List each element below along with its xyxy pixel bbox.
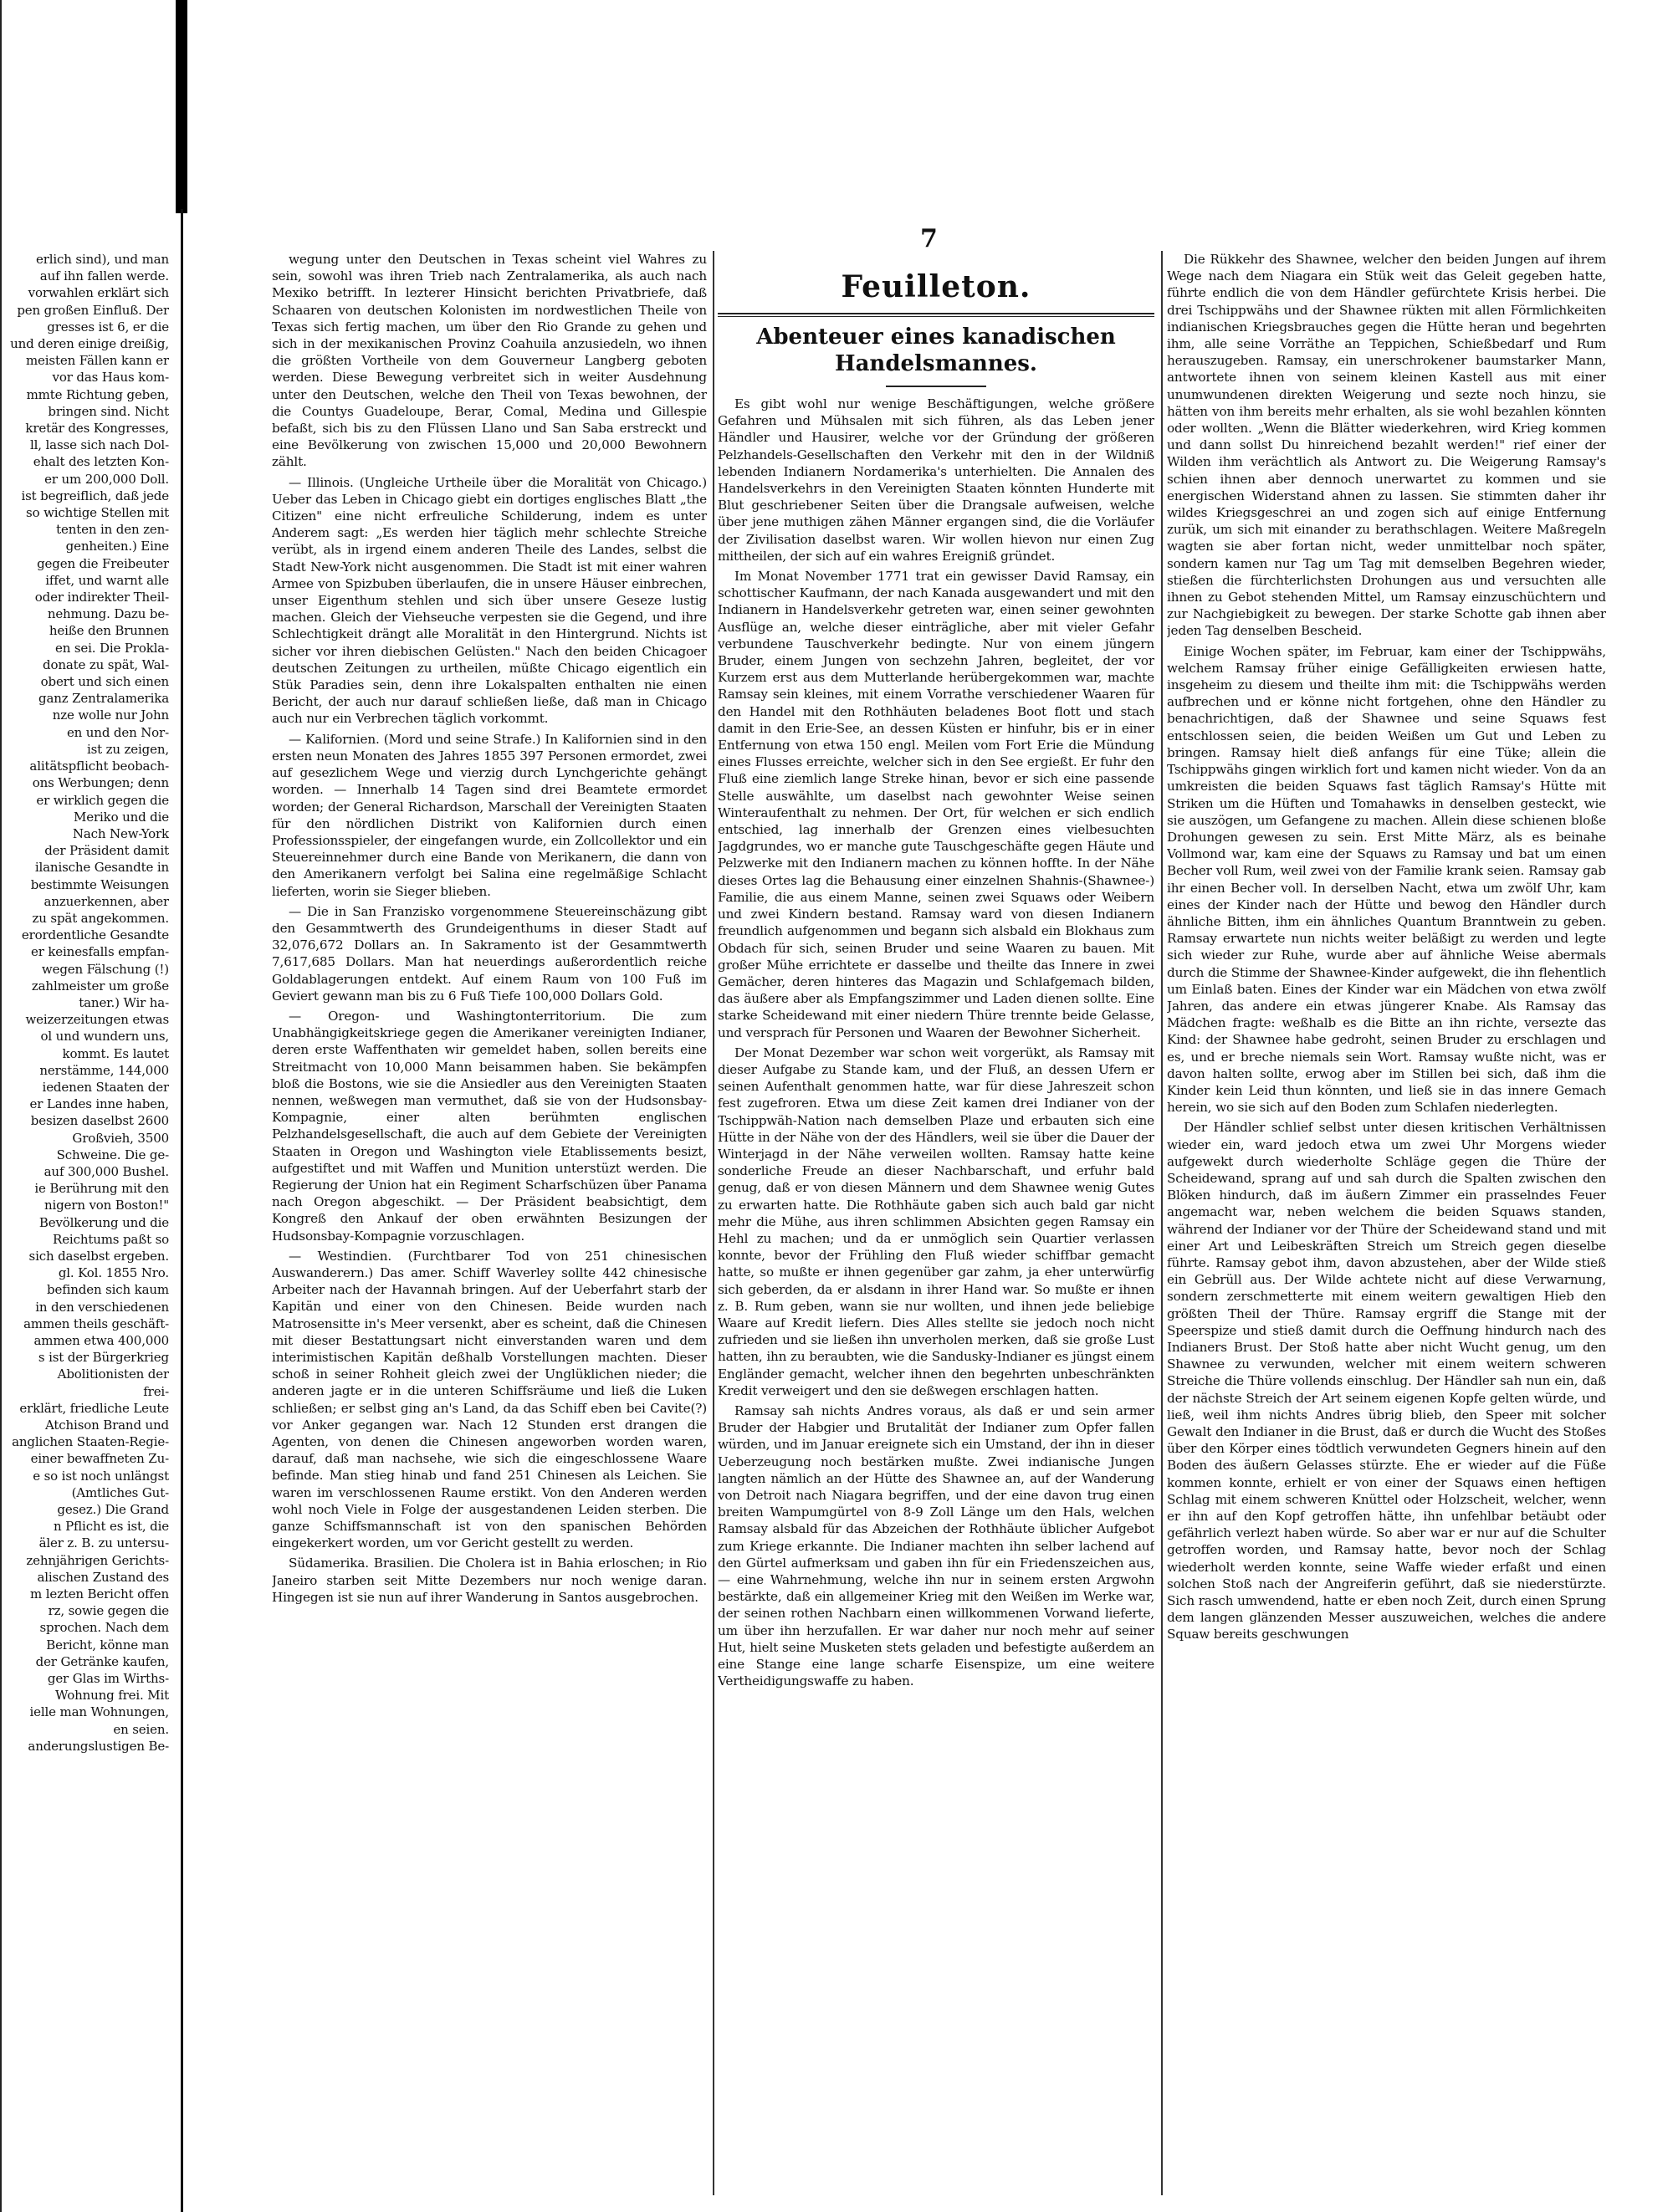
news-paragraph: Südamerika. Brasilien. Die Cholera ist in Bahia erloschen; in Rio Janeiro starben seit Mitte Dezembers nur noch wenige daran. Hingegen ist sie nun auf ihrer Wanderung in Santos ausgebrochen. [272, 1556, 707, 1605]
fragment-line: alitätspflicht beobach- [29, 759, 169, 774]
article-paragraph: Im Monat November 1771 trat ein gewisser David Ramsay, ein schottischer Kaufmann, der nach Kanada ausgewandert und mit den Indianern in Handelsverkehr getreten war, einen seiner gewohnten Ausflüge an, welche dieser einträgliche, aber mit vieler Gefahr verbundene Tauschverkehr bedingte. Nur von einem jüngern Bruder, einem Jungen von sechzehn Jahren, begleitet, der vor Kurzem erst aus dem Mutterlande herübergekommen war, machte Ramsay sein kleines, mit einem Vorrathe verschiedener Waaren für den Handel mit den Rothhäuten beladenes Boot flott und stach damit in den Erie-See, an dessen Küsten er hinfuhr, bis er in einer Entfernung von etwa 150 engl. Meilen vom Fort Erie die Mündung eines Flusses erreichte, welcher sich in den See ergießt. Er fuhr den Fluß eine ziemlich lange Streke hinan, bevor er sich eine passende Stelle auswählte, um daselbst nach gewohnter Weise seinen Winteraufenthalt zu nehmen. Der Ort, für welchen er sich endlich entschied, lag innerhalb der Grenzen eines vielbesuchten Jagdgrundes, wo er manche gute Tauschgeschäfte gegen Häute und Pelzwerke mit den Indianern machen zu können hoffte. In der Nähe dieses Ortes lag die Behausung einer einzelnen Shahnis-(Shawnee-) Familie, die aus einem Manne, seinen zwei Squaws oder Weibern und zwei Kindern bestand. Ramsay ward von diesen Indianern freundlich aufgenommen und begann sich alsbald ein Blokhaus zum Obdach für sich, seinen Bruder und seine Waaren zu bauen. Mit großer Mühe errichtete er dasselbe und theilte das Innere in zwei Gemächer, deren hinteres das Magazin und Schlafgemach bilden, das äußere aber als Empfangszimmer und Laden dienen sollte. Eine starke Scheidewand mit einer niedern Thüre trennte beide Gelasse, und versprach für Personen und Waaren der Bewohner Sicherheit. [718, 569, 1154, 1040]
fragment-line: Abolitionisten der [57, 1367, 169, 1382]
fragment-line: ist zu zeigen, [86, 741, 169, 757]
fragment-line: taner.) Wir ha- [79, 994, 169, 1010]
fragment-line: der Präsident damit [44, 843, 169, 859]
fragment-line: (Amtliches Gut- [71, 1484, 169, 1500]
fragment-line: iedenen Staaten der [42, 1079, 169, 1095]
fragment-line: nerstämme, 144,000 [39, 1062, 169, 1078]
news-paragraph: wegung unter den Deutschen in Texas scheint viel Wahres zu sein, sowohl was ihren Trieb nach Zentralamerika, als auch nach Mexiko betrifft. In lezterer Hinsicht berichten Privatbriefe, daß Schaaren von deutschen Kolonisten im nordwestlichen Theile von Texas sich fertig machen, um über den Rio Grande zu gehen und sich in der mexikanischen Provinz Coahuila anzusiedeln, wo ihnen die größten Vortheile von dem Gouverneur Langberg geboten werden. Diese Bewegung verbreitet sich in weiter Ausdehnung unter den Deutschen, welche den Theil von Texas bewohnen, der die Countys Guadeloupe, Berar, Comal, Medina und Gillespie befaßt, sich bis zu den Flüssen Llano und San Saba erstreckt und eine Bevölkerung von zwischen 15,000 und 20,000 Bewohnern zählt. [272, 252, 707, 470]
fragment-line: weizerzeitungen etwas [25, 1012, 169, 1028]
news-paragraph: — Oregon- und Washingtonterritorium. Die zum Unabhängigkeitskriege gegen die Amerikaner vereinigten Indianer, deren erste Waffenthaten wir gemeldet haben, sollen bereits eine Streitmacht von 10,000 Mann beisammen haben. Sie bekämpfen bloß die Bostons, wie sie die Ansiedler aus den Vereinigten Staaten nennen, weßwegen man vermuthet, daß sie von der Hudsonsbay-Kompagnie, einer alten berühmten englischen Pelzhandelsgesellschaft, die auch auf dem Gebiete der Vereinigten Staaten in Oregon und Washington viele Etablissements besizt, aufgestiftet und mit Waffen und Munition unterstüzt werden. Die Regierung der Union hat ein Regiment Scharfschüzen über Panama nach Oregon abgeschikt. — Der Präsident beabsichtigt, dem Kongreß den Ankauf der oben erwähnten Besizungen der Hudsonsbay-Kompagnie vorzuschlagen. [272, 1008, 707, 1244]
fragment-line: erklärt, friedliche Leute [19, 1400, 169, 1416]
fragment-line: ammen etwa 400,000 [33, 1333, 169, 1348]
fragment-line: vorwahlen erklärt sich [28, 285, 169, 301]
article-paragraph: Die Rükkehr des Shawnee, welcher den beiden Jungen auf ihrem Wege nach dem Niagara ein Stük weit das Geleit gegeben hatte, führte endlich die von dem Händler gefürchtete Krisis herbei. Die drei Tschippwähs und der Shawnee rükten mit allen Förmlichkeiten indianischen Kriegsbrauches gegen die Hütte heran und begehrten ihm, alle seine Vorräthe an Teppichen, Schießbedarf und Rum herauszugeben. Ramsay, ein unerschrokener baumstarker Mann, antwortete ihnen von seinem kleinen Kastell aus mit einer unumwundenen direkten Weigerung und sezte noch hinzu, sie hätten von ihm bereits mehr erhalten, als sie wohl bezahlen könnten oder wollten. „Wenn die Blätter wiederkehren, wird Krieg kommen und dann sollst Du hinreichend bezahlt werden!" rief einer der Wilden ihm verächtlich als Antwort zu. Die Weigerung Ramsay's schien ihnen aber dennoch unerwartet zu kommen und sie energischen Widerstand ahnen zu lassen. Sie stimmten daher ihr wildes Kriegsgeschrei an und zogen sich auf einige Entfernung zurük, um sich mit einander zu berathschlagen. Weitere Maßregeln wagten sie aber fortan nicht, weder unmittelbar noch später, sondern kamen nur Tag um Tag mit demselben Begehren wieder, stießen die fürchterlichsten Drohungen aus und versuchten alle ihnen zu Gebot stehenden Mittel, um Ramsay einzuschüchtern und zur Nachgiebigkeit zu bewegen. Der starke Schotte gab ihnen aber jeden Tag denselben Bescheid. [1167, 252, 1606, 639]
article-paragraph: Es gibt wohl nur wenige Beschäftigungen, welche größere Gefahren und Mühsalen mit sich führen, als das Leben jener Händler und Hausirer, welche vor der Gründung der größeren Pelzhandels-Gesellschaften den Verkehr mit den in der Wildniß lebenden Indianern Nordamerika's unterhielten. Die Annalen des Handelsverkehrs in den Vereinigten Staaten könnten Hunderte mit Blut geschriebener Seiten über die Drangsale aufweisen, welche über jene muthigen zähen Männer ergangen sind, die die Vorläufer der Zivilisation daselbst waren. Wir wollen hievon nur einen Zug mittheilen, der sich auf ein wahres Ereigniß gründet. [718, 396, 1154, 564]
news-paragraph: — Illinois. (Ungleiche Urtheile über die Moralität von Chicago.) Ueber das Leben in Chicago giebt ein dortiges englisches Blatt „the Citizen" eine nicht erfreuliche Schilderung, indem es unter Anderem sagt: „Es werden hier täglich mehr schlechte Streiche verübt, als in irgend einem anderen Theile des Landes, selbst die Stadt New-York nicht ausgenommen. Die Stadt ist mit einer wahren Armee von Spizbuben überlaufen, die in unsere Häuser einbrechen, unser Eigenthum stehlen und sich über unsere Geseze lustig machen. Gleich der Viehseuche verpesten sie die Gegend, und ihre Schlechtigkeit drängt alle Moralität in den Hintergrund. Nichts ist sicher vor ihren diebischen Gelüsten." Nach den beiden Chicagoer deutschen Zeitungen zu urtheilen, müßte Chicago eigentlich ein Stük Paradies sein, denn ihre Lokalspalten enthalten nie einen Bericht, der auch nur darauf schließen ließe, daß man in Chicago auch nur ein Verbrechen täglich vorkommt. [272, 474, 707, 727]
feuilleton-column [718, 251, 1154, 1693]
fragment-line: vor das Haus kom- [52, 370, 169, 386]
fragment-line: en sei. Die Prokla- [54, 640, 169, 656]
fragment-line: en und den Nor- [66, 724, 169, 740]
fragment-line: zehnjährigen Gerichts- [26, 1552, 169, 1568]
news-paragraph: — Kalifornien. (Mord und seine Strafe.) In Kalifornien sind in den ersten neun Monaten des Jahres 1855 397 Personen ermordet, zwei auf gesezlichem Wege und vierzig durch Lynchgerichte gehängt worden. — Innerhalb 14 Tagen sind drei Beamtete ermordet worden; der General Richardson, Marschall der Vereinigten Staaten für den nördlichen Distrikt von Kalifornien durch einen Professionsspieler, der eingefangen wurde, ein Zollcollektor und ein Steuereinnehmer durch eine Bande von Merikanern, die dann von den Amerikanern verfolgt bei Salina eine regelmäßige Schlacht lieferten, worin sie Sieger blieben. [272, 731, 707, 899]
fragment-line: anderungslustigen Be- [28, 1738, 169, 1754]
article-paragraph: Der Händler schlief selbst unter diesen kritischen Verhältnissen wieder ein, ward jedoch etwa um zwei Uhr Morgens wieder aufgewekt durch wiederholte Schläge gegen die Thüre der Scheidewand, sprang auf und sah durch die Spalten zwischen den Blöken hindurch, daß im äußern Zimmer ein prasselndes Feuer angemacht war, neben welchem die beiden Squaws standen, während der Indianer vor der Thüre der Scheidewand stand und mit einer Art und Leibeskräften Streich um Streich gegen dieselbe führte. Ramsay gebot ihm, davon abzustehen, aber der Wilde stieß ein Gebrüll aus. Der Wilde achtete nicht auf diese Verwarnung, sondern zerschmetterte mit einem weitern gewaltigen Hieb den größten Theil der Thüre. Ramsay ergriff die Stange mit der Speerspize und stieß damit durch die Oeffnung hindurch nach des Indianers Brust. Der Stoß hatte aber nicht Wucht genug, um den Shawnee zu verwunden, welcher mit einem weitern schweren Streiche die Thüre vollends einschlug. Der Händler sah nun ein, daß der nächste Streich der Art seinem eigenen Kopfe gelten würde, und ließ, weil ihm nichts Andres übrig blieb, den Speer mit solcher Gewalt den Indianer in die Brust, daß er durch die Wucht des Stoßes über den Körper eines tödtlich verwundeten Gegners hinein auf den Boden des äußern Gelasses stürzte. Ehe er wieder auf die Füße kommen konnte, erhielt er von einer der Squaws einen heftigen Schlag mit einem schweren Knüttel oder Holzscheit, welcher, wenn er ihn auf den Kopf getroffen hätte, ihn unfehlbar betäubt oder gefährlich verlezt haben würde. So aber war er nur auf die Schulter getroffen worden, und Ramsay hatte, bevor noch der Schlag wiederholt werden konnte, seine Waffe wieder erfaßt und einen solchen Stoß nach der Angreiferin geführt, daß sie niederstürzte. Sich rasch umwendend, hatte er eben noch Zeit, durch einen Sprung dem langen glänzenden Messer auszuweichen, welches die andere Squaw bereits geschwungen [1167, 1120, 1606, 1642]
continuation-column [1167, 251, 1606, 1647]
fragment-line: sich daselbst ergeben. [28, 1248, 169, 1264]
fragment-line: frei- [143, 1383, 169, 1399]
fragment-line: oder indirekter Theil- [34, 590, 169, 605]
fragment-line: Atchison Brand und [44, 1418, 169, 1433]
fragment-line: zahlmeister um große [31, 978, 169, 994]
fragment-line: er keinesfalls empfan- [31, 944, 169, 960]
fragment-line: einer bewaffneten Zu- [30, 1451, 169, 1467]
fragment-line: genheiten.) Eine [65, 539, 169, 554]
fragment-line: m lezten Bericht offen [30, 1586, 169, 1602]
fragment-line: anglichen Staaten-Regie- [12, 1434, 169, 1450]
fragment-line: anzuerkennen, aber [43, 893, 169, 909]
news-column [272, 251, 707, 1609]
page-number: 7 [920, 224, 938, 253]
news-paragraph: — Die in San Franzisko vorgenommene Steuereinschäzung gibt den Gesammtwerth des Grundeigenthums in dieser Stadt auf 32,076,672 Dollars an. In Sakramento ist der Gesammtwerth 7,617,685 Dollars. Man hat neuerdings außerordentlich reiche Goldablagerungen entdekt. Auf einem Raum von 100 Fuß im Geviert gewann man bis zu 6 Fuß Tiefe 100,000 Dollars Gold. [272, 903, 707, 1004]
fragment-line: kretär des Kongresses, [25, 421, 169, 437]
fragment-line: pen großen Einfluß. Der [17, 302, 169, 318]
fragment-line: erlich sind), und man [36, 252, 169, 267]
news-paragraph: — Westindien. (Furchtbarer Tod von 251 chinesischen Auswanderern.) Das amer. Schiff Waverley sollte 442 chinesische Arbeiter nach der Havannah bringen. Auf der Ueberfahrt starb der Kapitän und einer von den Chinesen. Beide wurden nach Matrosensitte in's Meer versenkt, aber es scheint, daß die Chinesen mit dieser Bestattungsart nicht einverstanden waren und dem interimistischen Kapitän deßhalb Vorstellungen machten. Dieser schoß in seiner Rohheit gleich zwei der Unglüklichen nieder; die anderen jagte er in die unteren Schiffsräume und ließ die Luken schließen; er selbst ging an's Land, da das Schiff eben bei Cavite(?) vor Anker gegangen war. Nach 12 Stunden erst drangen die Agenten, von denen die Chinesen angeworben worden waren, darauf, daß man nachsehe, wie sich die eingeschlossene Waare befinde. Man stieg hinab und fand 251 Chinesen als Leichen. Sie waren im verschlossenen Raume erstikt. Von den Anderen werden wohl noch Viele in Folge der ausgestandenen Leiden sterben. Die ganze Schiffsmannschaft ist von den spanischen Behörden eingekerkert worden, um vor Gericht gestellt zu werden. [272, 1248, 707, 1551]
page-edge [0, 0, 2, 2212]
fragment-line: besizen daselbst 2600 [30, 1113, 169, 1129]
fragment-line: gl. Kol. 1855 Nro. [58, 1265, 169, 1281]
fragment-line: Großvieh, 3500 [72, 1130, 169, 1146]
fragment-line: nze wolle nur John [52, 708, 169, 723]
fragment-line: kommt. Es lautet [62, 1045, 169, 1061]
fragment-line: ger Glas im Wirths- [47, 1671, 169, 1687]
fragment-line: Schweine. Die ge- [56, 1147, 169, 1162]
fragment-line: äler z. B. zu untersu- [38, 1535, 169, 1551]
fragment-line: und deren einige dreißig, [10, 336, 169, 352]
fragment-line: so wichtige Stellen mit [26, 505, 169, 521]
fragment-line: bringen sind. Nicht [48, 403, 169, 419]
fragment-line: rz, sowie gegen die [48, 1603, 169, 1619]
fragment-line: befinden sich kaum [47, 1282, 169, 1298]
fragment-line: ilanische Gesandte in [34, 860, 169, 876]
fragment-line: sprochen. Nach dem [39, 1620, 169, 1636]
fragment-line: en seien. [113, 1721, 169, 1737]
fragment-line: er um 200,000 Doll. [44, 471, 169, 487]
fragment-line: er wirklich gegen die [36, 792, 169, 808]
fragment-line: donate zu spät, Wal- [43, 656, 169, 672]
fragment-line: er Landes inne haben, [29, 1096, 169, 1112]
fragment-line: auf 300,000 Bushel. [43, 1163, 169, 1179]
fragment-line: Bevölkerung und die [38, 1214, 169, 1230]
fragment-line: Reichtums paßt so [53, 1231, 169, 1247]
fragment-line: ielle man Wohnungen, [29, 1704, 169, 1720]
fragment-line: n Pflicht es ist, die [53, 1519, 169, 1535]
column-divider [181, 209, 183, 2212]
fragment-line: meisten Fällen kann er [25, 353, 169, 369]
fragment-line: ons Werbungen; denn [32, 775, 169, 791]
fragment-line: auf ihn fallen werde. [39, 268, 169, 284]
fragment-line: iffet, und warnt alle [45, 572, 169, 588]
article-title: Abenteuer eines kanadischen Handelsmannes. [756, 324, 1116, 376]
fragment-line: ist begreiflich, daß jede [21, 488, 169, 503]
fragment-line: gresses ist 6, er die [47, 319, 169, 335]
fragment-line: s ist der Bürgerkrieg [38, 1350, 169, 1366]
fragment-line: mmte Richtung geben, [26, 386, 169, 402]
fragment-line: ganz Zentralamerika [38, 691, 169, 707]
fragment-line: obert und sich einen [40, 674, 169, 690]
title-rule [886, 386, 986, 387]
fragment-line: ammen theils geschäft- [23, 1315, 169, 1331]
fragment-line: Bericht, könne man [46, 1637, 169, 1653]
fragment-line: gesez.) Die Grand [57, 1502, 169, 1518]
left-fragment-column [8, 251, 169, 2174]
fragment-line: bestimmte Weisungen [30, 876, 169, 892]
fragment-line: alischen Zustand des [37, 1569, 169, 1585]
fragment-line: ie Berührung mit den [34, 1181, 169, 1197]
fragment-line: tenten in den zen- [56, 522, 169, 538]
fragment-line: zu spät angekommen. [32, 910, 169, 926]
column-rule [713, 251, 714, 2195]
fragment-line: nigern von Boston!" [43, 1198, 169, 1213]
fragment-line: heiße den Brunnen [49, 623, 169, 639]
fragment-line: wegen Fälschung (!) [41, 961, 169, 977]
article-body [718, 396, 1154, 1689]
fragment-line: ol und wundern uns, [40, 1029, 169, 1045]
article-paragraph: Ramsay sah nichts Andres voraus, als daß er und sein armer Bruder der Habgier und Brutalität der Indianer zum Opfer fallen würden, und im Januar ereignete sich ein Umstand, der ihn in dieser Ueberzeugung noch bestärken mußte. Zwei indianische Jungen langten nämlich an der Hütte des Shawnee an, auf der Wanderung von Detroit nach Niagara begriffen, und der eine davon trug einen breiten Wampumgürtel von 8-9 Zoll Länge um den Hals, welchen Ramsay alsbald für das Abzeichen der Rothhäute üblicher Aufgebot zum Kriege erkannte. Die Indianer machten ihn selber lachend auf den Gürtel aufmerksam und gaben ihn für ein Friedenszeichen aus, — eine Wahrnehmung, welche ihn nur in seinem ersten Argwohn bestärkte, daß ein allgemeiner Krieg mit den Weißen im Werke war, der seinen rothen Nachbarn einen willkommenen Vorwand lieferte, um über ihn herzufallen. Er war daher nur noch mehr auf seiner Hut, hielt seine Musketen stets geladen und befestigte außerdem an eine Stange eine lange scharfe Eisenspize, um eine weitere Vertheidigungswaffe zu haben. [718, 1402, 1154, 1689]
fragment-line: der Getränke kaufen, [35, 1653, 169, 1669]
fragment-line: gegen die Freibeuter [37, 555, 169, 571]
fragment-line: Meriko und die [74, 809, 169, 825]
fragment-line: ll, lasse sich nach Dol- [30, 437, 169, 453]
binding-shadow [176, 0, 187, 213]
heading-rule [718, 313, 1154, 317]
fragment-line: in den verschiedenen [35, 1299, 169, 1315]
fragment-line: e so ist noch unlängst [33, 1468, 169, 1484]
fragment-line: Nach New-York [72, 825, 169, 841]
article-paragraph: Der Monat Dezember war schon weit vorgerükt, als Ramsay mit dieser Aufgabe zu Stande kam, und der Fluß, an dessen Ufern er seinen Aufenthalt genommen hatte, war für diese Jahreszeit schon fest zugefroren. Etwa um diese Zeit kamen drei Indianer von der Tschippwäh-Nation nach demselben Plaze und erbauten sich eine Hütte in der Nähe von der des Händlers, weil sie über die Dauer der Winterjagd in der Nähe verweilen wollten. Ramsay hatte keine sonderliche Freude an dieser Nachbarschaft, und erfuhr bald genug, daß er von diesen Männern und dem Shawnee wenig Gutes zu erwarten hatte. Die Rothhäute gaben sich auch bald gar nicht mehr die Mühe, aus ihren schlimmen Absichten gegen Ramsay ein Hehl zu machen; und da er unmöglich sein Quartier verlassen konnte, bevor der Frühling den Fluß wieder schiffbar gemacht hatte, so mußte er ihnen gegenüber gar zahm, ja eher unterwürfig sich geberden, da er alsdann in ihrer Hand war. So mußte er ihnen z. B. Rum geben, wann sie nur wollten, und ihnen jede beliebige Waare auf Kredit liefern. Dies Alles stellte sie jedoch noch nicht zufrieden und sie ließen ihn unverholen merken, daß sie große Lust hatten, ihn zu beraubten, wie die Sandusky-Indianer es jüngst einem Engländer gemacht, welcher ihnen den begehrten unbeschränkten Kredit verweigert und den sie deßwegen erschlagen hatten. [718, 1045, 1154, 1398]
fragment-line: nehmung. Dazu be- [47, 606, 169, 622]
fragment-line: ehalt des letzten Kon- [33, 454, 169, 470]
column-rule [1161, 251, 1163, 2195]
fragment-line: erordentliche Gesandte [21, 927, 169, 943]
fragment-line: Wohnung frei. Mit [54, 1688, 169, 1704]
article-paragraph: Einige Wochen später, im Februar, kam einer der Tschippwähs, welchem Ramsay früher einige Gefälligkeiten erwiesen hatte, insgeheim zu diesem und theilte ihm mit: die Tschippwähs werden aufbrechen und er könne nicht fortgehen, ohne den Händler zu benachrichtigen, daß der Shawnee und seine Squaws fest entschlossen seien, die beiden Weißen um Gut und Leben zu bringen. Ramsay hielt dieß anfangs für eine Tüke; allein die Tschippwähs gingen wirklich fort und kamen nicht wieder. Von da an umkreisten die beiden Squaws fast täglich Ramsay's Hütte mit Striken um die Hüften und Tomahawks in denselben gesteckt, wie sie auszögen, um Gefangene zu machen. Allein diese schienen bloße Drohungen gewesen zu sein. Erst Mitte März, als es beinahe Vollmond war, kam eine der Squaws zu Ramsay und bat um einen Becher voll Rum, weil zwei von der Familie krank seien. Ramsay gab ihr einen Becher voll. In derselben Nacht, etwa um zwölf Uhr, kam eines der Kinder nach der Hütte und bewog den Händler durch ähnliche Bitten, ihm ein ähnliches Quantum Branntwein zu geben. Ramsay erwartete nun nichts weiter beläßigt zu werden und legte sich wieder zur Ruhe, wurde aber auf ähnliche Weise abermals durch die Stimme der Shawnee-Kinder aufgewekt, die ihn flehentlich um Einlaß baten. Eines der Kinder war ein Mädchen von etwa zwölf Jahren, das andere ein etwas jüngerer Knabe. Als Ramsay das Mädchen fragte: weßhalb es die Bitte an ihn richte, versezte das Kind: der Shawnee habe gedroht, seinen Bruder zu erschlagen und es, und er breche niemals sein Wort. Ramsay wußte nicht, was er davon halten sollte, erwog aber im Stillen bei sich, daß ihm die Kinder kein Leid thun könnten, und ließ sie in das innere Gemach herein, wo sie sich auf den Boden zum Schlafen niederlegten. [1167, 643, 1606, 1116]
feuilleton-heading: Feuilleton. [841, 269, 1031, 304]
